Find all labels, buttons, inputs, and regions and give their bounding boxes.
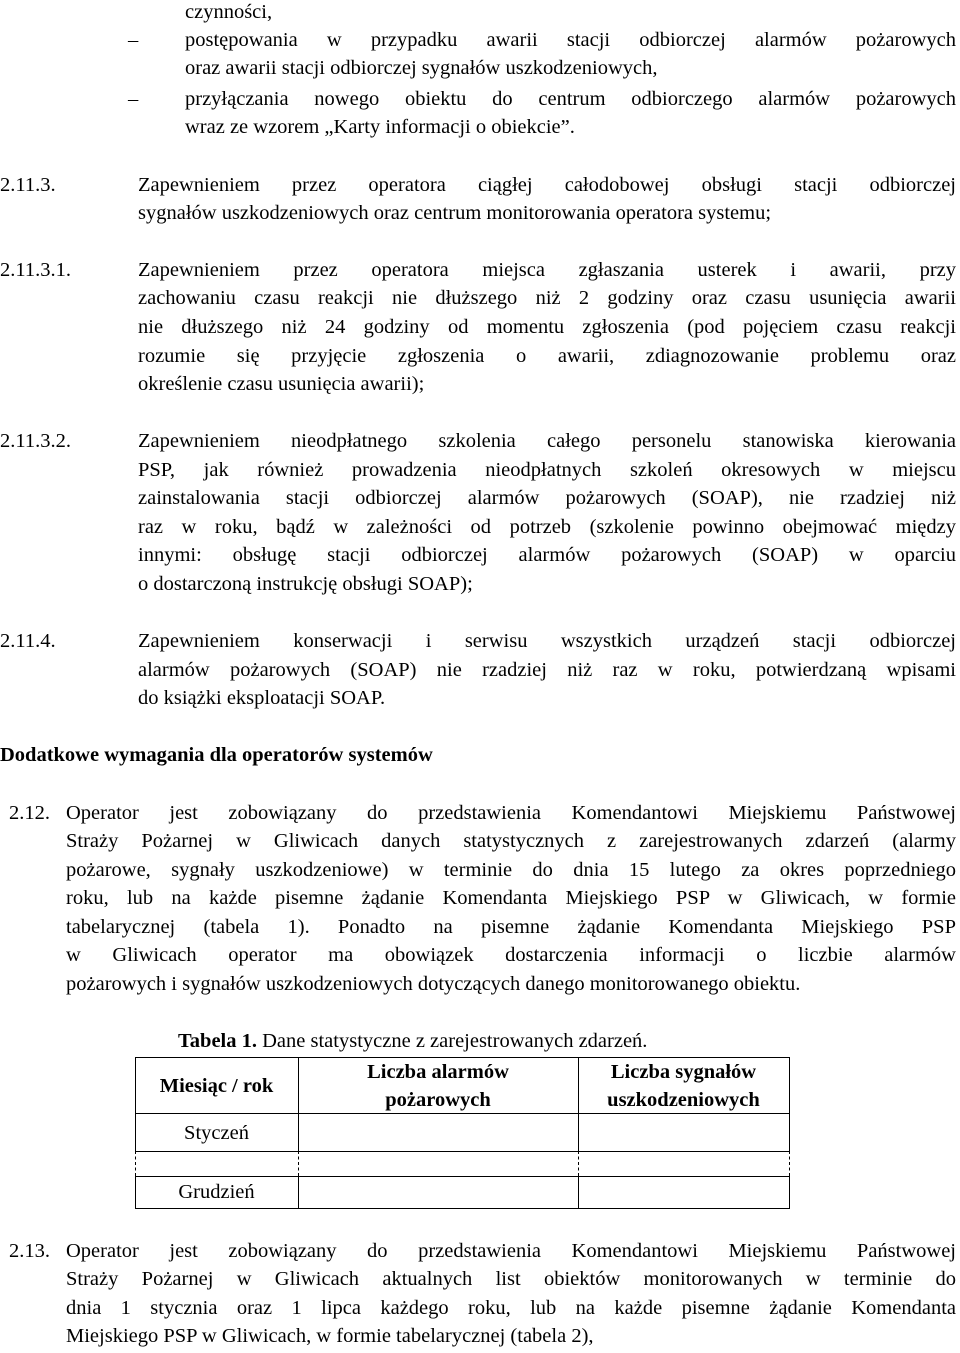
section-text: innymi: obsługę stacji odbiorczej alarmów pożarowych (SOAP) w oparciu [138,544,956,566]
table-header-line: Liczba sygnałów [610,1061,757,1083]
section-text: alarmów pożarowych (SOAP) nie rzadziej niż raz w roku, potwierdzaną wpisami [138,659,956,681]
list-dash: – [128,88,139,110]
section-text: o dostarczoną instrukcję obsługi SOAP); [138,573,473,595]
section-number: 2.11.3.1. [0,259,71,281]
section-text: Zapewnieniem przez operatora miejsca zgłaszania usterek i awarii, przy [138,259,956,281]
section-text: do książki eksploatacji SOAP. [138,687,386,709]
section-text: zachowaniu czasu reakcji nie dłuższego niż 2 godziny oraz czasu usunięcia awarii [138,287,956,309]
section-text: PSP, jak również prowadzenia nieodpłatnych szkoleń okresowych w miejscu [138,459,956,481]
section-number: 2.11.4. [0,630,56,652]
table-caption-text: Dane statystyczne z zarejestrowanych zdarzeń. [257,1030,648,1052]
section-text: Zapewnieniem nieodpłatnego szkolenia całego personelu stanowiska kierowania [138,430,956,452]
table-header-month: Miesiąc / rok [159,1075,274,1097]
table-caption [178,1027,647,1055]
list-item-text: postępowania w przypadku awarii stacji odbiorczej alarmów pożarowych [185,29,956,51]
section-number: 2.13. [9,1240,50,1262]
table-cell-month: Grudzień [178,1181,255,1203]
statistics-table [135,1057,790,1209]
table-header-line: pożarowych [385,1089,491,1111]
table-caption-label: Tabela 1. [178,1030,257,1052]
section-number: 2.11.3. [0,174,56,196]
section-text: Miejskiego PSP w Gliwicach, w formie tabelarycznej (tabela 2), [66,1325,594,1347]
section-text: nie dłuższego niż 24 godziny od momentu zgłoszenia (pod pojęciem czasu reakcji [138,316,956,338]
list-item-text: czynności, [185,1,273,23]
table-header-line: uszkodzeniowych [607,1089,760,1111]
list-dash: – [128,29,139,51]
section-text: Straży Pożarnej w Gliwicach danych statystycznych z zarejestrowanych zdarzeń (alarmy [66,830,956,852]
section-text: tabelarycznej (tabela 1). Ponadto na pisemne żądanie Komendanta Miejskiego PSP [66,916,956,938]
section-text: roku, lub na każde pisemne żądanie Komendanta Miejskiego PSP w Gliwicach, w formie [66,887,956,909]
list-item-text: wraz ze wzorem „Karty informacji o obiekcie”. [185,116,575,138]
section-number: 2.11.3.2. [0,430,71,452]
section-text: pożarowych i sygnałów uszkodzeniowych dotyczących danego monitorowanego obiektu. [66,973,801,995]
section-text: Operator jest zobowiązany do przedstawienia Komendantowi Miejskiemu Państwowej [66,802,956,824]
section-text: Zapewnieniem konserwacji i serwisu wszystkich urządzeń stacji odbiorczej [138,630,956,652]
section-text: pożarowe, sygnały uszkodzeniowe) w terminie do dnia 15 lutego za okres poprzedniego [66,859,956,881]
section-text: raz w roku, bądź w zależności od potrzeb (szkolenie powinno obejmować między [138,516,956,538]
section-text: zainstalowania stacji odbiorczej alarmów pożarowych (SOAP), nie rzadziej niż [138,487,956,509]
list-item-text: przyłączania nowego obiektu do centrum odbiorczego alarmów pożarowych [185,88,956,110]
section-text: sygnałów uszkodzeniowych oraz centrum monitorowania operatora systemu; [138,202,772,224]
section-text: określenie czasu usunięcia awarii); [138,373,425,395]
table-cell-month: Styczeń [184,1122,249,1144]
section-text: rozumie się przyjęcie zgłoszenia o awarii, zdiagnozowanie problemu oraz [138,345,956,367]
table-header-signals [578,1058,789,1114]
table-header-alarms [298,1058,578,1114]
section-number: 2.12. [9,802,50,824]
section-text: Zapewnieniem przez operatora ciągłej całodobowej obsługi stacji odbiorczej [138,174,956,196]
section-text: w Gliwicach operator ma obowiązek dostarczenia informacji o liczbie alarmów [66,944,956,966]
table-header-line: Liczba alarmów [367,1061,509,1083]
section-text: Operator jest zobowiązany do przedstawienia Komendantowi Miejskiemu Państwowej [66,1240,956,1262]
section-text: dnia 1 stycznia oraz 1 lipca każdego roku, lub na każde pisemne żądanie Komendanta [66,1297,956,1319]
section-text: Straży Pożarnej w Gliwicach aktualnych list obiektów monitorowanych w terminie do [66,1268,956,1290]
section-heading: Dodatkowe wymagania dla operatorów systemów [0,744,433,766]
list-item-text: oraz awarii stacji odbiorczej sygnałów uszkodzeniowych, [185,57,658,79]
